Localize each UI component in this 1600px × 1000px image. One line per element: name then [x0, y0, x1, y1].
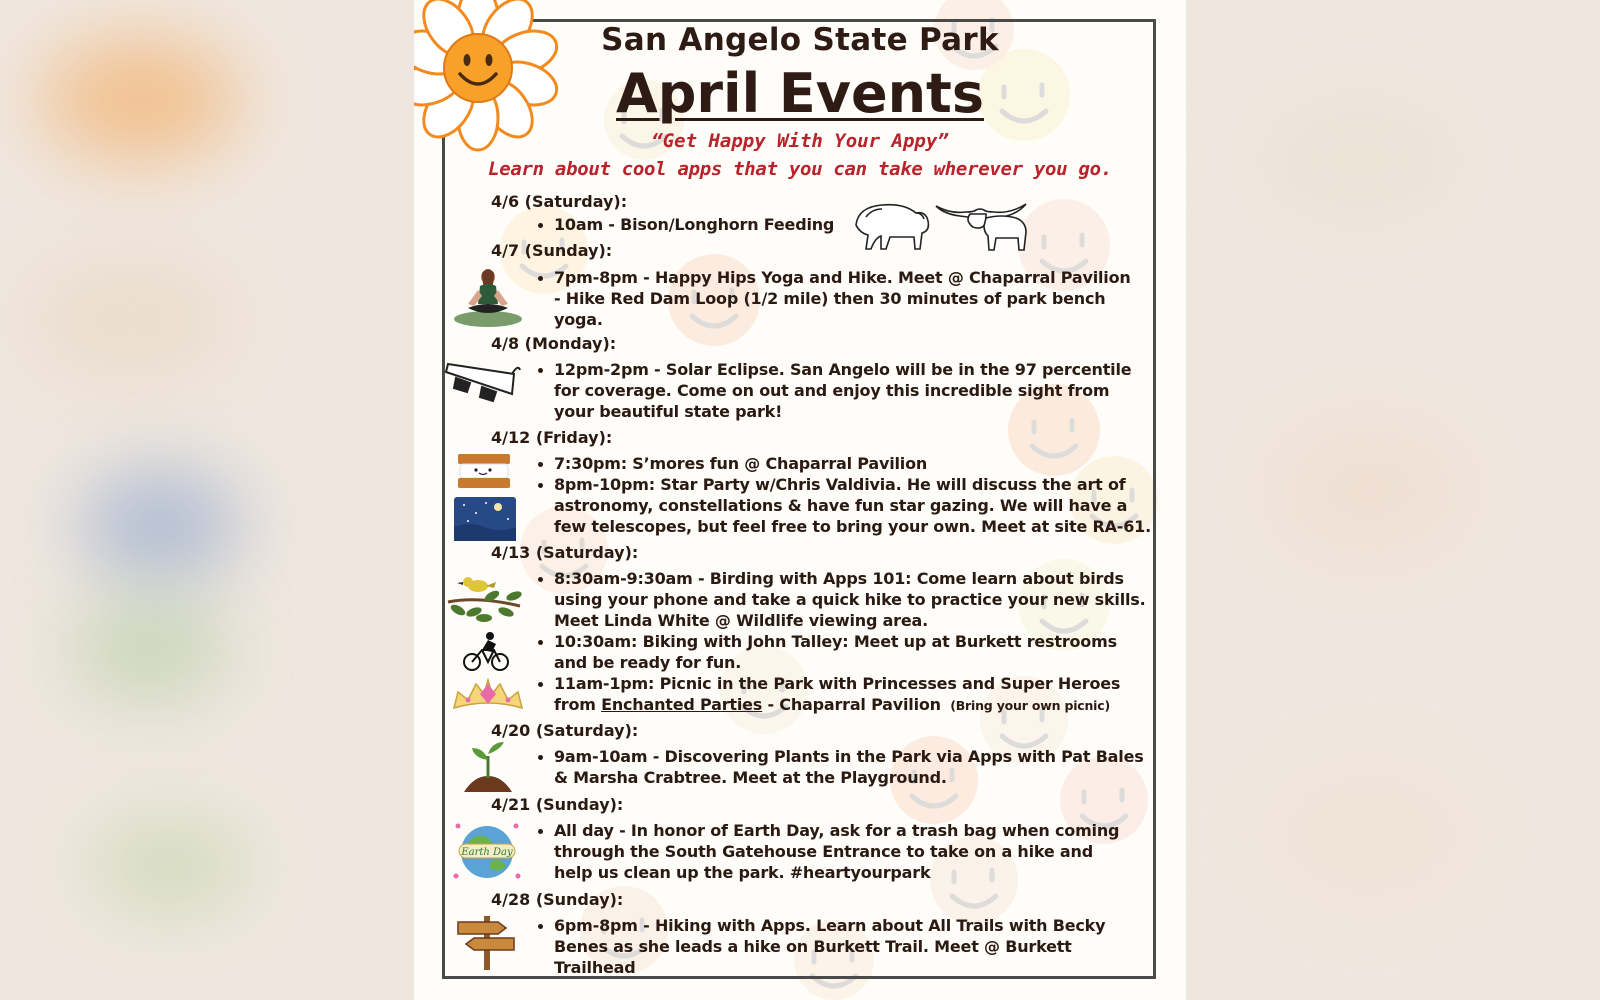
event-item: 10:30am: Biking with John Talley: Meet up at Burkett restrooms and be ready for fun.: [554, 632, 1129, 674]
bird-branch-icon: [444, 572, 524, 624]
tiara-icon: [450, 676, 526, 716]
day-heading: 4/13 (Saturday):: [491, 543, 639, 562]
day-heading: 4/28 (Sunday):: [491, 890, 624, 909]
event-item: 7:30pm: S’mores fun @ Chaparral Pavilion: [554, 454, 1154, 475]
events-flyer: [414, 0, 1186, 1000]
page-title: April Events: [615, 62, 984, 125]
picnic-note: (Bring your own picnic): [950, 697, 1110, 713]
day-heading: 4/12 (Friday):: [491, 428, 613, 447]
event-item: 8pm-10pm: Star Party w/Chris Valdivia. He will discuss the art of astronomy, constellations & have fun star gazing. We will have a few telescopes, but feel free to bring your own. Meet at site RA-61.: [554, 475, 1154, 537]
yoga-icon: [452, 266, 524, 328]
event-item: 7pm-8pm - Happy Hips Yoga and Hike. Meet @ Chaparral Pavilion - Hike Red Dam Loop (1/2 mile) then 30 minutes of park bench yoga.: [554, 268, 1134, 330]
day-heading: 4/21 (Sunday):: [491, 795, 624, 814]
cyclist-icon: [462, 630, 510, 672]
signpost-icon: [454, 912, 518, 972]
starry-sky-icon: [454, 497, 516, 541]
day-heading: 4/20 (Saturday):: [491, 721, 639, 740]
smores-icon: [454, 452, 514, 492]
event-item: [554, 674, 1154, 717]
picnic-location: - Chaparral Pavilion: [762, 694, 947, 714]
tagline: “Get Happy With Your Appy”: [651, 130, 949, 152]
enchanted-parties-link[interactable]: Enchanted Parties: [601, 694, 763, 714]
events-list: [414, 0, 1186, 1000]
event-item: 10am - Bison/Longhorn Feeding: [554, 215, 1154, 236]
event-item: 8:30am-9:30am - Birding with Apps 101: Come learn about birds using your phone and take a quick hike to practice your new skills. Meet Linda White @ Wildlife viewing area.: [554, 569, 1154, 631]
park-name: San Angelo State Park: [601, 22, 999, 58]
earth-globe-icon: [450, 816, 524, 886]
sprout-icon: [460, 740, 516, 796]
bison-icon: [846, 199, 930, 253]
event-item: 6pm-8pm - Hiking with Apps. Learn about All Trails with Becky Benes as she leads a hike on Burkett Trail. Meet @ Burkett Trailhead: [554, 916, 1154, 978]
day-heading: 4/8 (Monday):: [491, 334, 617, 353]
longhorn-icon: [934, 196, 1040, 254]
earth-day-badge: Earth Day: [461, 847, 513, 858]
event-item: 9am-10am - Discovering Plants in the Park via Apps with Pat Bales & Marsha Crabtree. Meet at the Playground.: [554, 747, 1144, 787]
day-heading: 4/6 (Saturday):: [491, 192, 628, 211]
event-item: All day - In honor of Earth Day, ask for a trash bag when coming through the South Gatehouse Entrance to take on a hike and help us clean up the park. #heartyourpark: [554, 821, 1134, 883]
picnic-event-text: 11am-1pm: Picnic in the Park with Princesses and Super Heroes from: [554, 674, 1121, 714]
eclipse-glasses-icon: [442, 362, 522, 404]
event-item: 12pm-2pm - Solar Eclipse. San Angelo will be in the 97 percentile for coverage. Come on out and enjoy this incredible sight from your beautiful state park!: [554, 360, 1134, 422]
subtitle: Learn about cool apps that you can take wherever you go.: [488, 158, 1112, 180]
day-heading: 4/7 (Sunday):: [491, 241, 613, 260]
